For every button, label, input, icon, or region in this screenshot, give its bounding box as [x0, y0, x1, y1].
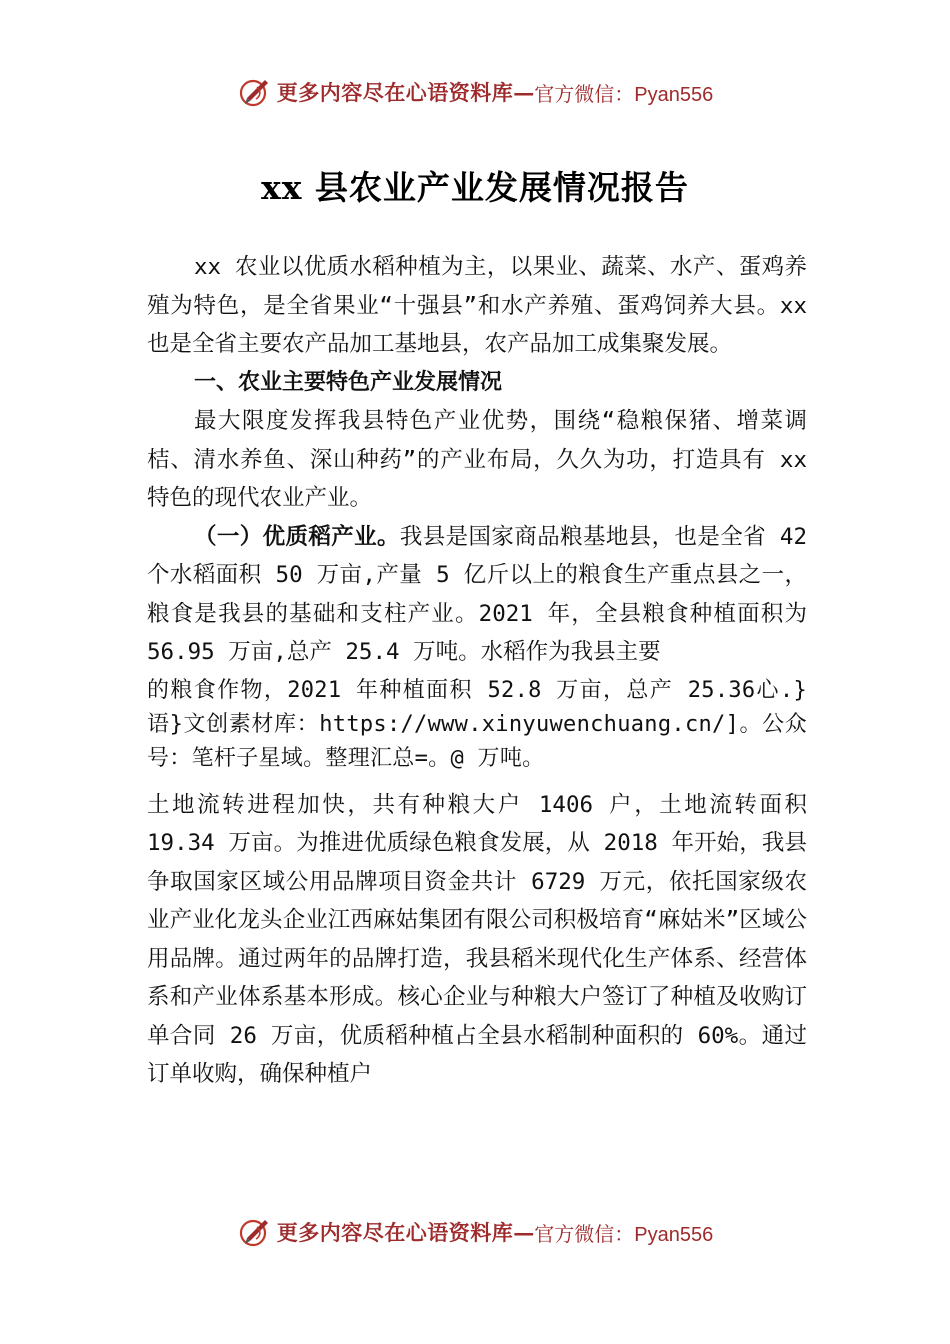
subsection-text: 我县是国家商品粮基地县，也是全省 42 个水稻面积 50 万亩,产量 5 亿斤以上的粮食生产重点县之一，粮食是我县的基础和支柱产业。2021 年，全县粮食种植面积为 56.95 万亩,总产 25.4 万吨。水稻作为我县主要 [147, 523, 807, 665]
section-heading: 一、农业主要特色产业发展情况 [194, 369, 503, 395]
pen-logo-icon [237, 74, 273, 110]
section-paragraph: 最大限度发挥我县特色产业优势，围绕“稳粮保猪、增菜调桔、清水养鱼、深山种药”的产业布局，久久为功，打造具有 xx 特色的现代农业产业。 [147, 408, 807, 511]
inserted-note-paragraph: 的粮食作物，2021 年种植面积 52.8 万亩，总产 25.36心.}语}文创素材库：https://www.xinyuwenchuang.cn/]。公众号：笔杆子星域。整理汇总=。@ 万吨。 [147, 677, 807, 771]
banner-brand-text: 更多内容尽在心语资料库 [276, 1220, 514, 1245]
banner-wechat-text: 官方微信：Pyan556 [534, 1223, 714, 1246]
subsection-label: （一）优质稻产业。 [194, 523, 400, 550]
document-title: xx 县农业产业发展情况报告 [261, 168, 689, 207]
intro-paragraph: xx 农业以优质水稻种植为主，以果业、蔬菜、水产、蛋鸡养殖为特色，是全省果业“十强县”和水产养殖、蛋鸡饲养大县。xx 也是全省主要农产品加工基地县，农产品加工成集聚发展。 [147, 254, 807, 357]
continued-paragraph: 土地流转进程加快，共有种粮大户 1406 户，土地流转面积 19.34 万亩。为推进优质绿色粮食发展，从 2018 年开始，我县争取国家区域公用品牌项目资金共计 6729 万元，依托国家级农业产业化龙头企业江西麻姑集团有限公司积极培育“麻姑米”区域公用品牌。通过两年的品牌打造，我县稻米现代化生产体系、经营体系和产业体系基本形成。核心企业与种粮大户签订了种植及收购订单合同 26 万亩，优质稻种植占全县水稻制种面积的 60%。通过订单收购，确保种植户 [147, 791, 807, 1087]
subsection-paragraph [147, 518, 807, 672]
header-banner [0, 72, 950, 112]
document-body [147, 248, 807, 1094]
banner-brand-text: 更多内容尽在心语资料库 [276, 80, 514, 105]
pen-logo-icon [237, 1214, 273, 1250]
banner-dash: — [513, 1219, 535, 1245]
banner-wechat-text: 官方微信：Pyan556 [534, 83, 714, 106]
banner-dash: — [513, 79, 535, 105]
footer-banner [0, 1212, 950, 1252]
